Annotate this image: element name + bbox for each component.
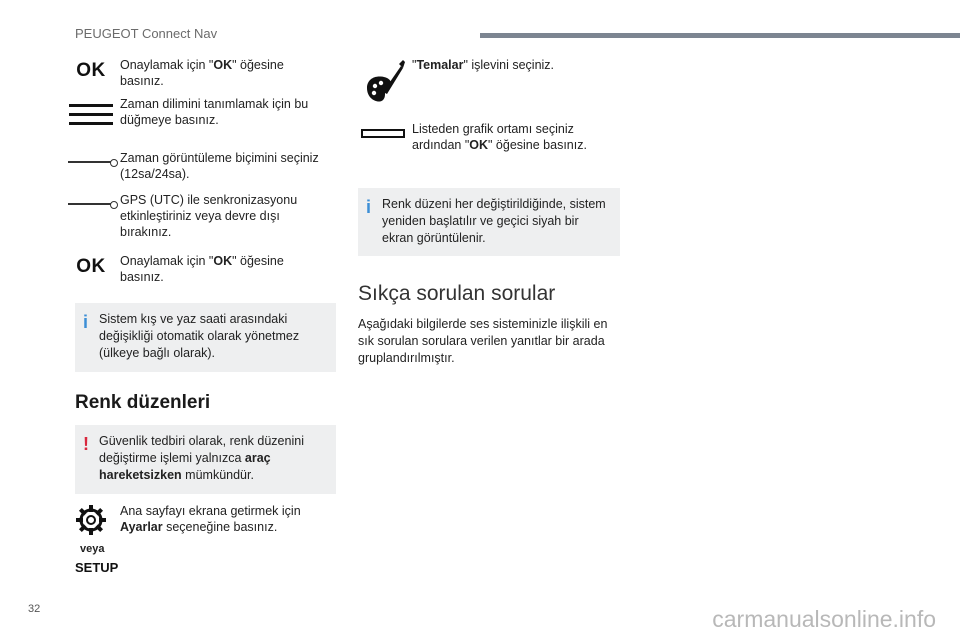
step-confirm-ok-2 bbox=[62, 253, 320, 285]
warning-text: Güvenlik tedbiri olarak, renk düzenini değiştirme işlemi yalnızca araç hareketsizken mümkündür. bbox=[99, 434, 304, 482]
step-confirm-ok-1 bbox=[62, 57, 320, 89]
warning-icon: ! bbox=[83, 434, 89, 454]
step-time-format bbox=[62, 150, 325, 182]
gear-icon bbox=[75, 504, 107, 536]
step-text: Onaylamak için "OK" öğesine basınız. bbox=[120, 254, 284, 284]
step-text: Ana sayfayı ekrana getirmek için Ayarlar seçeneğine basınız. bbox=[120, 504, 301, 534]
info-note-text: Sistem kış ve yaz saati arasındaki değişikliği otomatik olarak yönetmez (ülkeye bağlı olarak). bbox=[99, 312, 300, 360]
setup-label: SETUP bbox=[75, 560, 119, 575]
hamburger-icon bbox=[62, 96, 120, 132]
toggle-line-icon bbox=[68, 161, 114, 163]
info-note-text: Renk düzeni her değiştirildiğinde, sistem yeniden başlatılır ve geçici siyah bir ekran görüntülenir. bbox=[382, 197, 606, 245]
info-icon: i bbox=[83, 312, 89, 332]
palette-brush-icon bbox=[361, 58, 405, 106]
warning-note bbox=[75, 425, 336, 494]
step-text: Zaman görüntüleme biçimini seçiniz (12sa/24sa). bbox=[120, 151, 319, 181]
step-text: Onaylamak için "OK" öğesine basınız. bbox=[120, 58, 284, 88]
watermark: carmanualsonline.info bbox=[712, 606, 936, 632]
step-settings bbox=[62, 503, 320, 537]
ok-icon: OK bbox=[76, 256, 106, 277]
list-item-icon bbox=[361, 129, 405, 138]
step-text: "Temalar" işlevini seçiniz. bbox=[412, 58, 555, 72]
ok-icon: OK bbox=[76, 60, 106, 81]
page-number: 32 bbox=[28, 603, 41, 615]
step-gps-sync bbox=[62, 192, 310, 240]
toggle-line-icon bbox=[68, 203, 114, 205]
section-title-color-schemes: Renk düzenleri bbox=[75, 392, 211, 413]
step-select-theme bbox=[354, 121, 602, 153]
info-icon: i bbox=[366, 197, 372, 217]
faq-title: Sıkça sorulan sorular bbox=[358, 282, 556, 305]
step-timezone bbox=[62, 96, 320, 132]
header-bar bbox=[480, 33, 960, 38]
info-note-restart bbox=[358, 188, 620, 256]
header-title: PEUGEOT Connect Nav bbox=[75, 26, 218, 41]
step-themes bbox=[354, 57, 617, 107]
info-note-dst bbox=[75, 303, 336, 372]
or-label: veya bbox=[80, 543, 105, 555]
step-text: GPS (UTC) ile senkronizasyonu etkinleştiriniz veya devre dışı bırakınız. bbox=[120, 193, 298, 239]
step-text: Zaman dilimini tanımlamak için bu düğmeye basınız. bbox=[120, 97, 309, 127]
faq-intro: Aşağıdaki bilgilerde ses sisteminizle ilişkili en sık sorulan sorulara verilen yanıtlar bir arada gruplandırılmıştır. bbox=[358, 317, 608, 365]
step-text: Listeden grafik ortamı seçiniz ardından "OK" öğesine basınız. bbox=[412, 122, 587, 152]
